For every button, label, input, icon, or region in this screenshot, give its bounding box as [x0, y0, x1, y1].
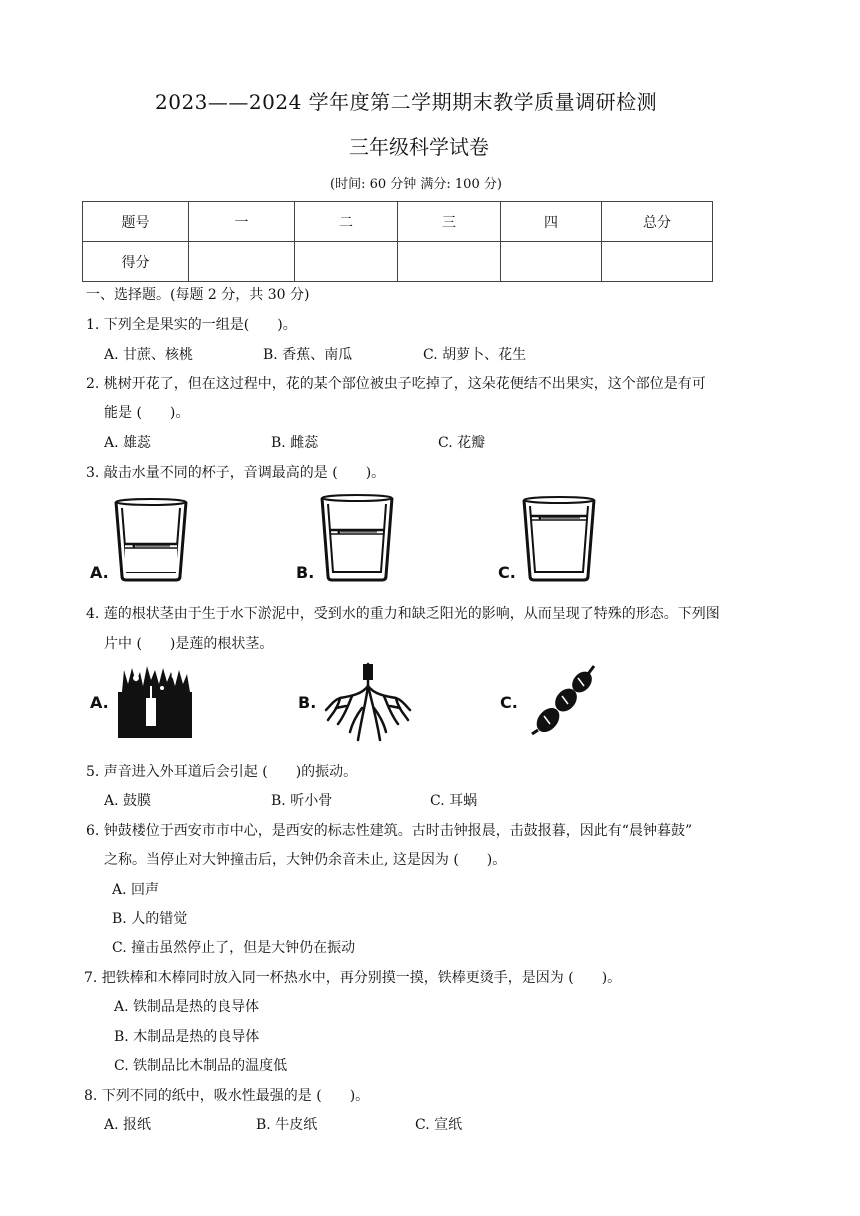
option-c[interactable]: C. 铁制品比木制品的温度低 — [114, 1058, 288, 1074]
score-header-cell: 二 — [295, 202, 398, 242]
section-heading: 一、选择题。(每题 2 分，共 30 分) — [86, 287, 310, 303]
question-stem-cont: 能是 ( )。 — [104, 405, 190, 421]
score-header-cell: 四 — [501, 202, 602, 242]
question-stem: 7. 把铁棒和木棒同时放入同一杯热水中，再分别摸一摸，铁棒更烫手，是因为 ( )。 — [84, 970, 622, 986]
plant-in-soil-icon — [116, 664, 194, 740]
score-table — [82, 201, 713, 282]
score-cell[interactable] — [295, 242, 398, 282]
score-table-header-row — [83, 202, 713, 242]
option-a[interactable]: A. 鼓膜 — [104, 793, 152, 809]
question-stem: 3. 敲击水量不同的杯子，音调最高的是 ( )。 — [86, 465, 386, 481]
question-stem-cont: 片中 ( )是莲的根状茎。 — [104, 636, 274, 652]
score-table-score-row — [83, 242, 713, 282]
option-c[interactable]: C. 花瓣 — [438, 435, 486, 451]
question-stem: 1. 下列全是果实的一组是( )。 — [86, 317, 297, 333]
score-header-cell: 一 — [189, 202, 295, 242]
lotus-rhizome-icon — [528, 664, 598, 736]
option-c[interactable]: C. 胡萝卜、花生 — [423, 347, 527, 363]
score-cell[interactable] — [501, 242, 602, 282]
question-stem: 2. 桃树开花了，但在这过程中，花的某个部位被虫子吃掉了，这朵花便结不出果实，这个部位是有可 — [86, 376, 706, 392]
exam-title: 2023——2024 学年度第二学期期末教学质量调研检测 — [155, 90, 658, 114]
option-b[interactable]: B. 牛皮纸 — [256, 1117, 318, 1133]
score-header-cell: 题号 — [83, 202, 189, 242]
option-a[interactable]: A. 报纸 — [104, 1117, 152, 1133]
option-b[interactable]: B. 木制品是热的良导体 — [114, 1029, 260, 1045]
option-b[interactable]: B. 听小骨 — [271, 793, 333, 809]
option-b[interactable]: B. 雌蕊 — [271, 435, 319, 451]
glass-a-icon — [108, 496, 194, 582]
score-cell[interactable] — [398, 242, 501, 282]
option-c-label[interactable]: C. — [500, 693, 518, 712]
question-stem: 6. 钟鼓楼位于西安市市中心，是西安的标志性建筑。古时击钟报晨，击鼓报暮，因此有“晨钟暮鼓” — [86, 823, 693, 839]
score-cell[interactable] — [602, 242, 713, 282]
option-a[interactable]: A. 铁制品是热的良导体 — [114, 999, 260, 1015]
glass-c-icon — [516, 494, 602, 582]
option-a-label[interactable]: A. — [90, 563, 109, 582]
option-b-label[interactable]: B. — [298, 693, 317, 712]
option-b[interactable]: B. 人的错觉 — [112, 911, 188, 927]
score-cell[interactable] — [189, 242, 295, 282]
option-c[interactable]: C. 宣纸 — [415, 1117, 463, 1133]
option-c-label[interactable]: C. — [498, 563, 516, 582]
option-a[interactable]: A. 甘蔗、核桃 — [104, 347, 194, 363]
glass-b-icon — [314, 492, 400, 582]
question-stem: 4. 莲的根状茎由于生于水下淤泥中，受到水的重力和缺乏阳光的影响，从而呈现了特殊的形态。下列图 — [86, 606, 720, 622]
score-row-label: 得分 — [83, 242, 189, 282]
option-a[interactable]: A. 回声 — [112, 882, 160, 898]
exam-subtitle: 三年级科学试卷 — [349, 135, 489, 159]
score-header-cell: 三 — [398, 202, 501, 242]
option-b-label[interactable]: B. — [296, 563, 315, 582]
exam-time-note: (时间: 60 分钟 满分: 100 分) — [330, 177, 502, 192]
option-c[interactable]: C. 撞击虽然停止了，但是大钟仍在振动 — [112, 940, 356, 956]
option-a-label[interactable]: A. — [90, 693, 109, 712]
option-c[interactable]: C. 耳蜗 — [430, 793, 478, 809]
question-stem-cont: 之称。当停止对大钟撞击后，大钟仍余音未止, 这是因为 ( )。 — [104, 852, 507, 868]
fibrous-roots-icon — [322, 662, 414, 744]
score-header-cell: 总分 — [602, 202, 713, 242]
option-b[interactable]: B. 香蕉、南瓜 — [263, 347, 353, 363]
option-a[interactable]: A. 雄蕊 — [104, 435, 152, 451]
question-stem: 5. 声音进入外耳道后会引起 ( )的振动。 — [86, 764, 358, 780]
question-stem: 8. 下列不同的纸中，吸水性最强的是 ( )。 — [84, 1088, 370, 1104]
